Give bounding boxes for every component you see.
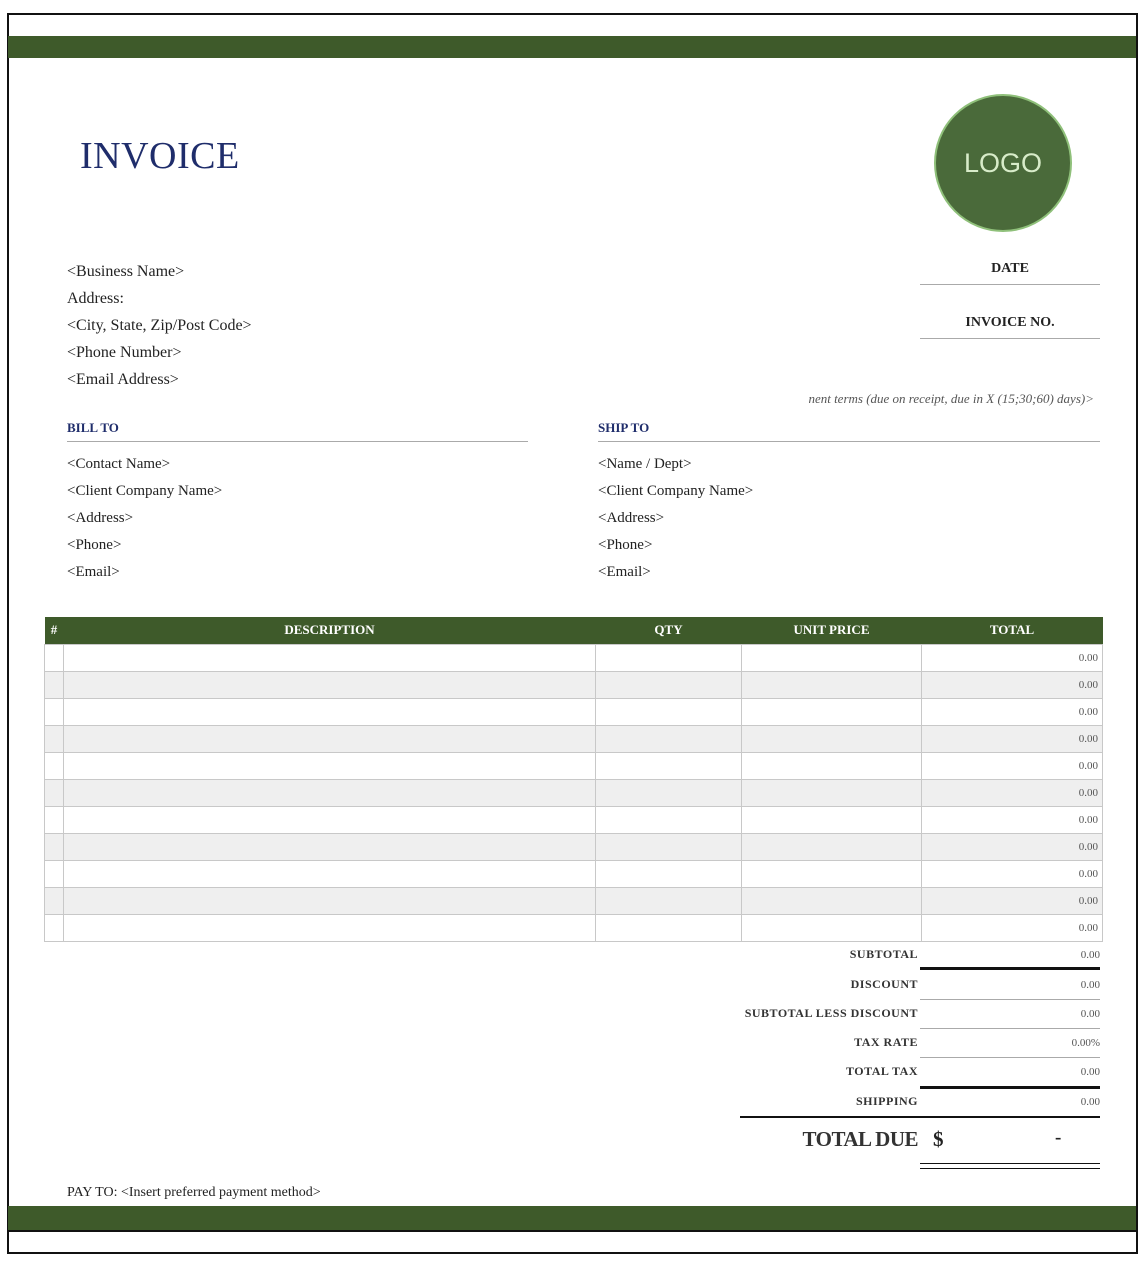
- ship-to-phone: <Phone>: [598, 537, 653, 553]
- row-total-cell: 0.00: [922, 833, 1103, 860]
- row-number-cell[interactable]: [45, 779, 64, 806]
- row-qty-cell[interactable]: [596, 779, 742, 806]
- row-qty-cell[interactable]: [596, 698, 742, 725]
- invoice-no-label: INVOICE NO.: [965, 315, 1055, 330]
- row-description-cell[interactable]: [64, 833, 596, 860]
- table-row: [45, 698, 1103, 725]
- pay-to: PAY TO: <Insert preferred payment method>: [67, 1185, 321, 1200]
- row-unit-price-cell[interactable]: [742, 671, 922, 698]
- table-row: [45, 806, 1103, 833]
- total-due-underline: [920, 1163, 1100, 1164]
- business-address: Address:: [67, 290, 124, 307]
- row-number-cell[interactable]: [45, 833, 64, 860]
- row-qty-cell[interactable]: [596, 725, 742, 752]
- invoice-title: INVOICE: [80, 135, 240, 177]
- row-number-cell[interactable]: [45, 752, 64, 779]
- bill-to-company: <Client Company Name>: [67, 483, 223, 499]
- total-due-underline: [920, 1168, 1100, 1169]
- business-name: <Business Name>: [67, 263, 185, 280]
- table-row: [45, 671, 1103, 698]
- row-unit-price-cell[interactable]: [742, 698, 922, 725]
- subtotal-less-discount-underline: [920, 1028, 1100, 1029]
- tax-rate-label: TAX RATE: [854, 1035, 918, 1049]
- ship-to-company: <Client Company Name>: [598, 483, 754, 499]
- row-unit-price-cell[interactable]: [742, 644, 922, 671]
- row-total-cell: 0.00: [922, 752, 1103, 779]
- date-field[interactable]: [920, 284, 1100, 285]
- row-description-cell[interactable]: [64, 887, 596, 914]
- col-number: #: [45, 617, 64, 644]
- row-number-cell[interactable]: [45, 887, 64, 914]
- row-unit-price-cell[interactable]: [742, 779, 922, 806]
- table-row: [45, 833, 1103, 860]
- col-qty: QTY: [596, 617, 742, 644]
- row-total-cell: 0.00: [922, 671, 1103, 698]
- subtotal-underline: [920, 967, 1100, 970]
- total-tax-label: TOTAL TAX: [846, 1064, 918, 1078]
- business-city: <City, State, Zip/Post Code>: [67, 317, 252, 334]
- date-label: DATE: [991, 261, 1029, 276]
- row-total-cell: 0.00: [922, 806, 1103, 833]
- row-qty-cell[interactable]: [596, 914, 742, 941]
- bill-to-block: [67, 451, 222, 586]
- footer-band: [8, 1206, 1136, 1230]
- row-number-cell[interactable]: [45, 698, 64, 725]
- discount-value: 0.00: [1080, 979, 1100, 991]
- row-unit-price-cell[interactable]: [742, 752, 922, 779]
- row-number-cell[interactable]: [45, 860, 64, 887]
- logo-text: LOGO: [963, 147, 1043, 178]
- table-row: [45, 887, 1103, 914]
- row-qty-cell[interactable]: [596, 860, 742, 887]
- bill-to-heading: BILL TO: [67, 420, 119, 435]
- bill-to-contact: <Contact Name>: [67, 456, 171, 472]
- row-number-cell[interactable]: [45, 914, 64, 941]
- row-qty-cell[interactable]: [596, 671, 742, 698]
- discount-underline: [920, 999, 1100, 1000]
- row-unit-price-cell[interactable]: [742, 725, 922, 752]
- invoice-no-field[interactable]: [920, 338, 1100, 339]
- total-due-value: -: [1055, 1127, 1062, 1148]
- row-description-cell[interactable]: [64, 806, 596, 833]
- total-tax-underline: [920, 1086, 1100, 1089]
- tax-rate-value: 0.00%: [1071, 1037, 1100, 1049]
- row-description-cell[interactable]: [64, 779, 596, 806]
- col-description: DESCRIPTION: [64, 617, 596, 644]
- row-qty-cell[interactable]: [596, 833, 742, 860]
- row-description-cell[interactable]: [64, 644, 596, 671]
- row-total-cell: 0.00: [922, 698, 1103, 725]
- subtotal-less-discount-label: SUBTOTAL LESS DISCOUNT: [744, 1006, 918, 1020]
- business-phone: <Phone Number>: [67, 344, 182, 361]
- table-row: [45, 752, 1103, 779]
- ship-to-heading: SHIP TO: [598, 420, 650, 435]
- ship-to-address: <Address>: [598, 510, 665, 526]
- total-tax-value: 0.00: [1080, 1066, 1100, 1078]
- total-due-currency: $: [933, 1127, 944, 1151]
- table-row: [45, 725, 1103, 752]
- bill-to-divider: [67, 441, 528, 442]
- shipping-value: 0.00: [1080, 1096, 1100, 1108]
- table-row: [45, 779, 1103, 806]
- subtotal-value: 0.00: [1080, 949, 1100, 961]
- row-qty-cell[interactable]: [596, 644, 742, 671]
- row-total-cell: 0.00: [922, 887, 1103, 914]
- total-due-label: TOTAL DUE: [802, 1127, 918, 1151]
- row-number-cell[interactable]: [45, 671, 64, 698]
- row-unit-price-cell[interactable]: [742, 860, 922, 887]
- business-email: <Email Address>: [67, 371, 179, 388]
- row-description-cell[interactable]: [64, 698, 596, 725]
- ship-to-email: <Email>: [598, 564, 651, 580]
- subtotal-less-discount-value: 0.00: [1080, 1008, 1100, 1020]
- row-qty-cell[interactable]: [596, 752, 742, 779]
- row-total-cell: 0.00: [922, 779, 1103, 806]
- row-qty-cell[interactable]: [596, 806, 742, 833]
- table-row: [45, 914, 1103, 941]
- col-total: TOTAL: [922, 617, 1103, 644]
- ship-to-name: <Name / Dept>: [598, 456, 692, 472]
- total-due-rule: [740, 1116, 1100, 1118]
- business-info: [67, 258, 252, 393]
- row-total-cell: 0.00: [922, 914, 1103, 941]
- row-number-cell[interactable]: [45, 806, 64, 833]
- bill-to-phone: <Phone>: [67, 537, 122, 553]
- row-unit-price-cell[interactable]: [742, 914, 922, 941]
- tax-rate-underline: [920, 1057, 1100, 1058]
- line-items-table: [44, 617, 1103, 942]
- discount-label: DISCOUNT: [850, 977, 918, 991]
- row-unit-price-cell[interactable]: [742, 806, 922, 833]
- row-description-cell[interactable]: [64, 860, 596, 887]
- footer-rule: [8, 1230, 1136, 1232]
- table-row: [45, 644, 1103, 671]
- table-header-row: [45, 617, 1103, 644]
- row-description-cell[interactable]: [64, 725, 596, 752]
- ship-to-block: [598, 451, 753, 586]
- row-number-cell[interactable]: [45, 725, 64, 752]
- col-unit-price: UNIT PRICE: [742, 617, 922, 644]
- row-number-cell[interactable]: [45, 644, 64, 671]
- bill-to-address: <Address>: [67, 510, 134, 526]
- row-description-cell[interactable]: [64, 914, 596, 941]
- row-unit-price-cell[interactable]: [742, 887, 922, 914]
- table-row: [45, 860, 1103, 887]
- row-description-cell[interactable]: [64, 752, 596, 779]
- bill-to-email: <Email>: [67, 564, 120, 580]
- logo-placeholder: [934, 94, 1072, 232]
- row-description-cell[interactable]: [64, 671, 596, 698]
- row-total-cell: 0.00: [922, 725, 1103, 752]
- row-qty-cell[interactable]: [596, 887, 742, 914]
- header-band: [8, 36, 1136, 58]
- row-unit-price-cell[interactable]: [742, 833, 922, 860]
- row-total-cell: 0.00: [922, 644, 1103, 671]
- shipping-label: SHIPPING: [855, 1094, 918, 1108]
- subtotal-label: SUBTOTAL: [849, 947, 918, 961]
- ship-to-divider: [598, 441, 1100, 442]
- row-total-cell: 0.00: [922, 860, 1103, 887]
- payment-terms: nent terms (due on receipt, due in X (15;30;60) days)>: [808, 391, 1094, 406]
